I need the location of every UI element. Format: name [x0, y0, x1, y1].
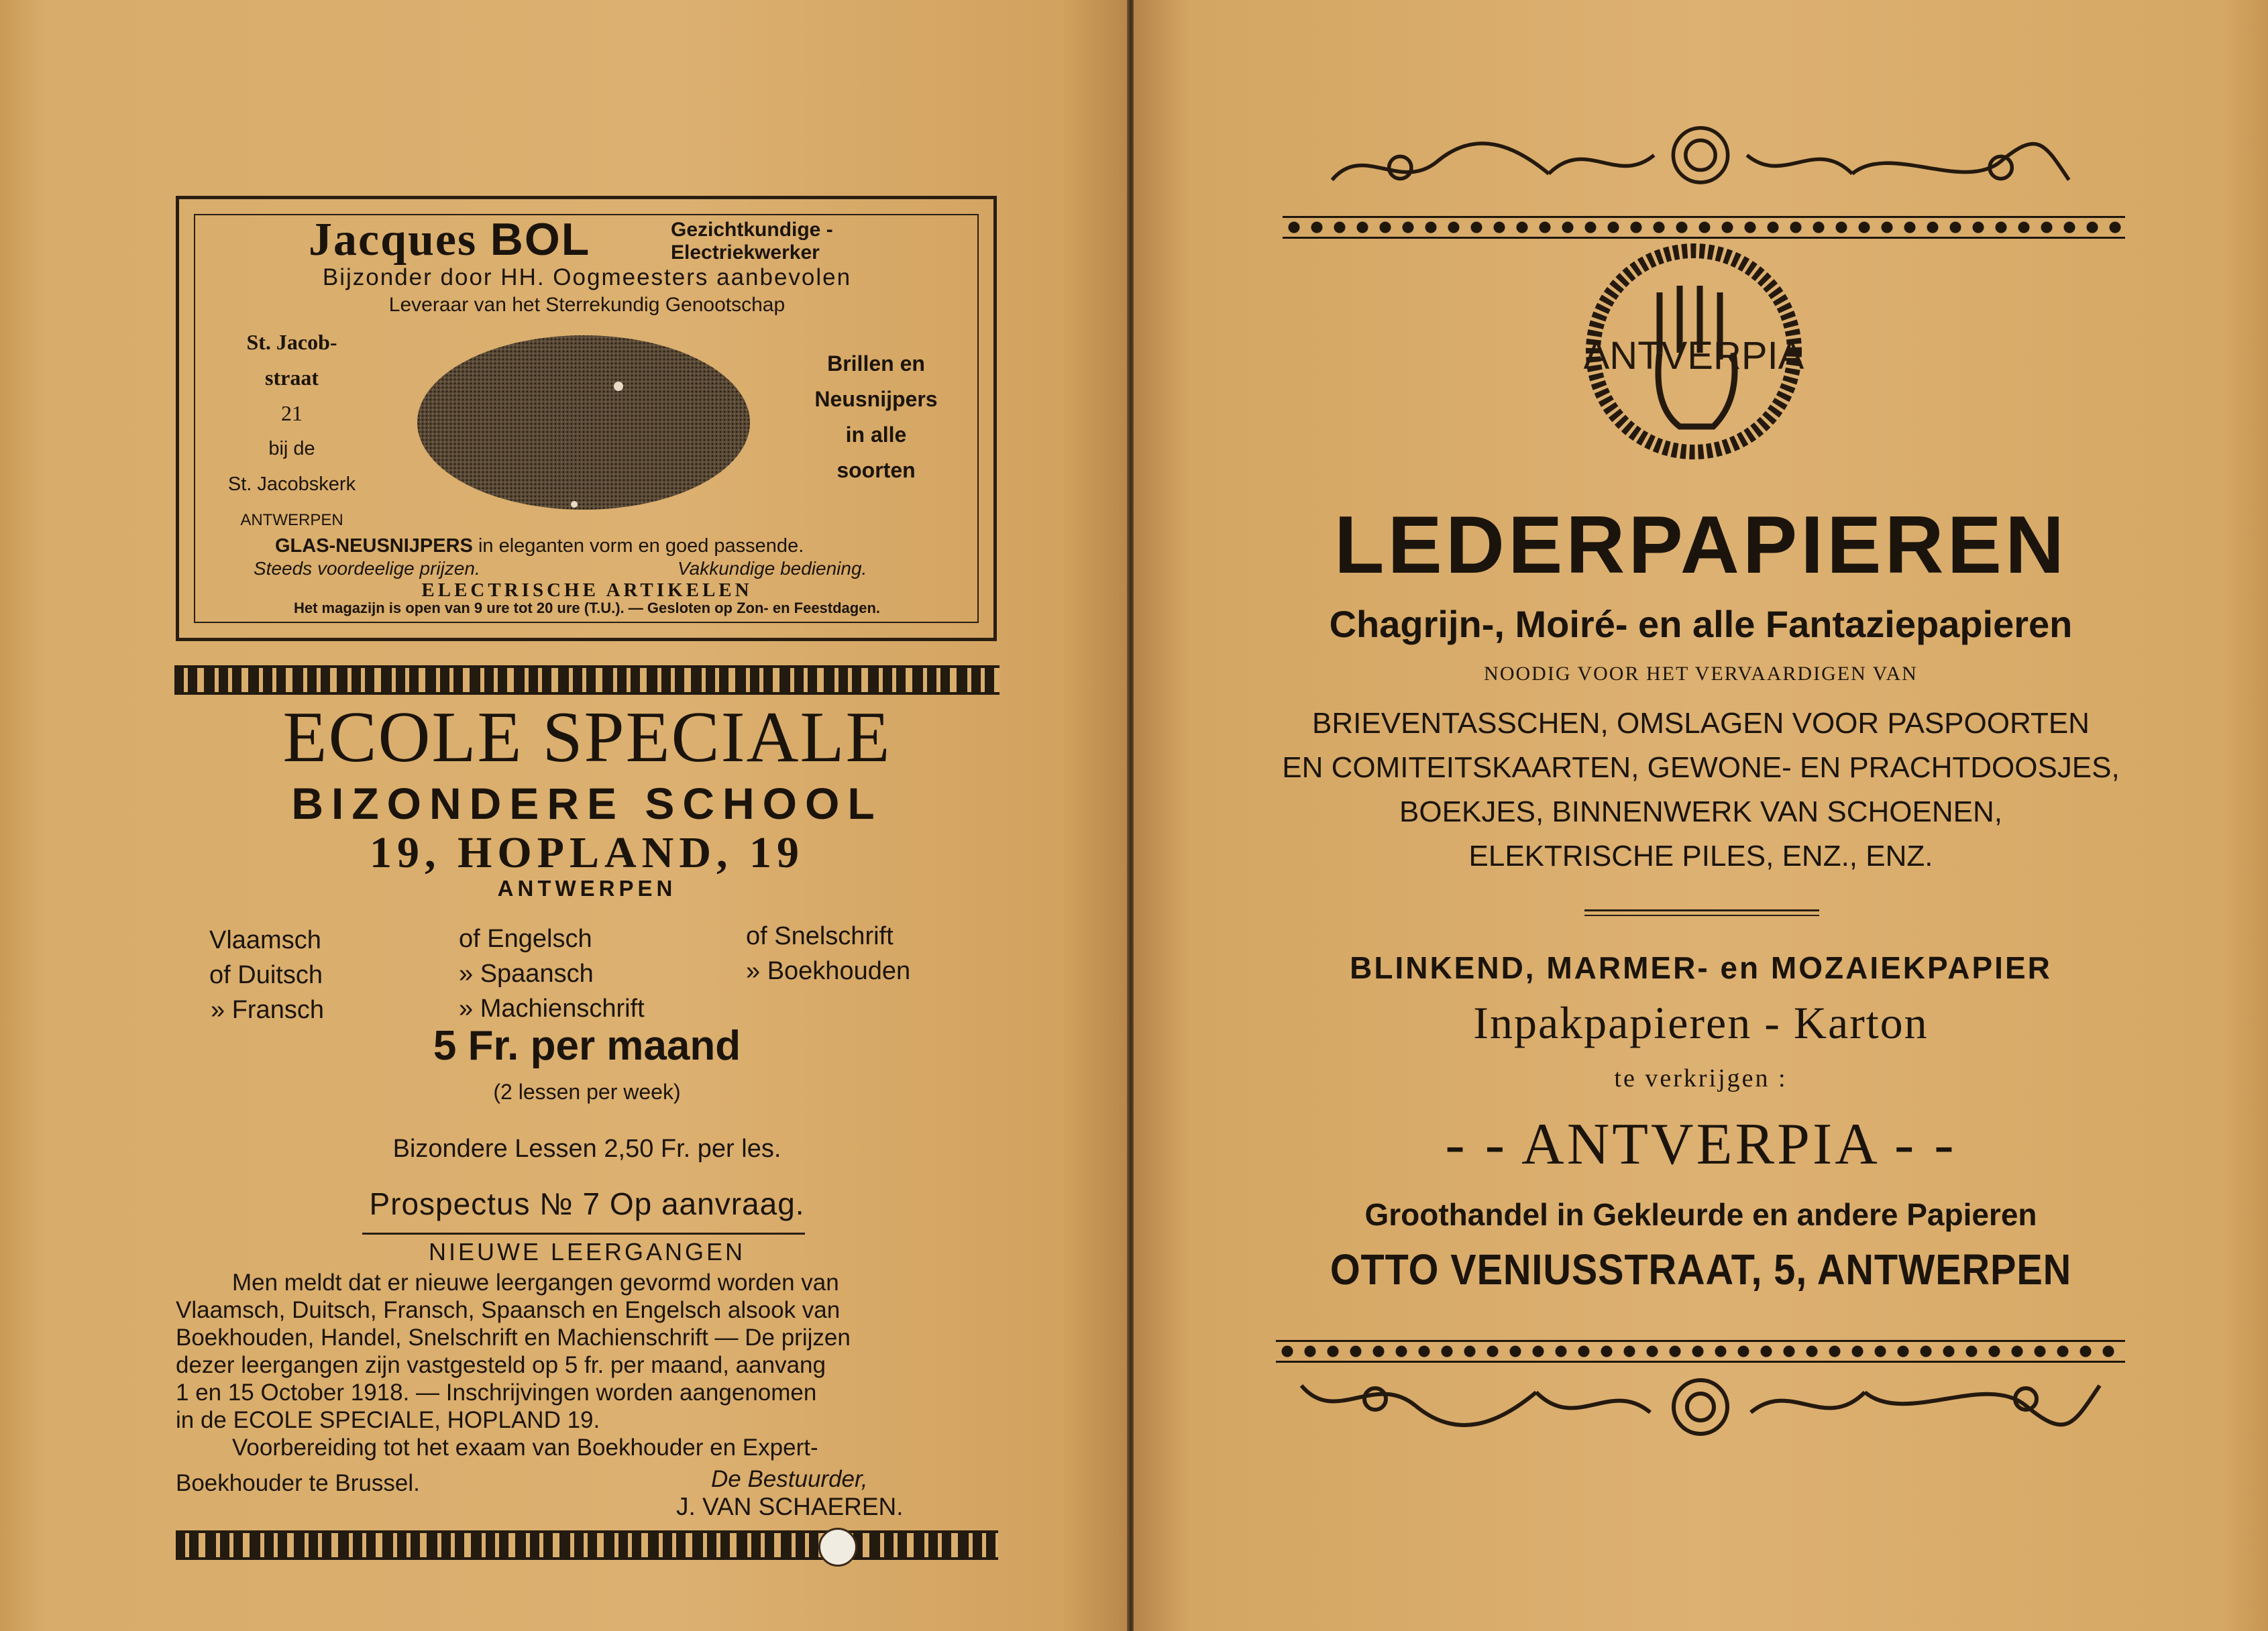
school-title: ECOLE SPECIALE: [282, 697, 892, 777]
logo-text: ANTVERPIA: [1583, 334, 1804, 378]
languages-col-3: [746, 919, 910, 989]
company-name: - - ANTVERPIA - -: [1445, 1112, 1957, 1177]
binding-hole: [818, 1528, 857, 1567]
packing-line: Inpakpapieren - Karton: [1473, 997, 1929, 1048]
school-subtitle: BIZONDERE SCHOOL: [291, 779, 883, 828]
ad-glas-bold: GLAS-NEUSNIJPERS: [275, 535, 473, 557]
ad-product-line: soorten: [836, 458, 916, 482]
ad-service: Vakkundige bediening.: [678, 558, 867, 579]
signature-name: J. VAN SCHAEREN.: [676, 1493, 904, 1520]
decorative-frieze: [174, 665, 1000, 695]
ad-product-line: in alle: [845, 423, 907, 447]
wholesale-line: Groothandel in Gekleurde en andere Papieren: [1364, 1197, 2037, 1232]
school-special-lessons: Bizondere Lessen 2,50 Fr. per les.: [392, 1135, 781, 1163]
school-price-note: (2 lessen per week): [493, 1080, 681, 1104]
languages-col-1: [209, 923, 324, 1027]
language-item: of Snelschrift: [746, 922, 894, 950]
ad-address-line: straat: [265, 365, 319, 390]
language-item: » Spaansch: [459, 960, 594, 988]
company-address: OTTO VENIUSSTRAAT, 5, ANTWERPEN: [1330, 1245, 2072, 1294]
use-line: EN COMITEITSKAARTEN, GEWONE- EN PRACHTDOOSJES,: [1282, 751, 2120, 784]
ad-address-line: bij de: [268, 438, 315, 459]
language-item: of Duitsch: [209, 961, 323, 989]
signature-role: De Bestuurder,: [711, 1466, 868, 1492]
language-item: » Machienschrift: [459, 995, 645, 1023]
language-item: of Engelsch: [459, 925, 592, 953]
ad-prices: Steeds voordeelige prijzen.: [254, 558, 480, 579]
use-line: BRIEVENTASSCHEN, OMSLAGEN VOOR PASPOORTEN: [1312, 707, 2090, 740]
divider-rule: [1584, 915, 1819, 916]
divider-rule: [362, 1233, 805, 1235]
ad-name-last: BOL: [490, 214, 591, 265]
ad-glas-rest: in eleganten vorm en goed passende.: [478, 535, 804, 557]
spectacles-illustration: [413, 330, 754, 515]
ad-trade-line1: Gezichtkundige -: [671, 219, 833, 241]
body-last-line: Boekhouder te Brussel.: [176, 1470, 420, 1496]
languages-col-2: [459, 921, 645, 1026]
body-line: in de ECOLE SPECIALE, HOPLAND 19.: [176, 1407, 600, 1433]
body-line: Men meldt dat er nieuwe leergangen gevormd worden van: [232, 1270, 839, 1296]
dotted-border: [1276, 1340, 2125, 1363]
ad-product-line: Neusnijpers: [814, 387, 938, 411]
main-title: LEDERPAPIEREN: [1334, 499, 2068, 590]
ad-product-line: Brillen en: [827, 351, 925, 376]
ad-trade: [671, 219, 833, 264]
bottom-scroll-ornament: [1295, 1365, 2106, 1446]
ad-trade-line2: Electriekwerker: [671, 241, 820, 264]
body-line: Vlaamsch, Duitsch, Fransch, Spaansch en Engelsch alsook van: [176, 1297, 841, 1323]
ad-address-line: ANTWERPEN: [240, 511, 343, 529]
ad-glas: [275, 535, 804, 557]
language-item: » Fransch: [211, 996, 324, 1024]
uses-list: [1134, 701, 2268, 879]
left-page: [0, 0, 1128, 1631]
decorative-frieze: [176, 1530, 998, 1560]
ad-supplier: Leveraar van het Sterrekundig Genootschap: [388, 294, 786, 316]
language-item: » Boekhouden: [746, 957, 911, 985]
ad-hours: Het magazijn is open van 9 ure tot 20 ure (T.U.). — Gesloten op Zon- en Feestdagen.: [293, 600, 881, 616]
school-city: ANTWERPEN: [497, 876, 677, 901]
body-line: dezer leergangen zijn vastgesteld op 5 fr. per maand, aanvang: [176, 1352, 826, 1378]
ad-name: [309, 213, 590, 267]
ad-address-line: St. Jacobskerk: [227, 473, 356, 495]
body-line: 1 en 15 October 1918. — Inschrijvingen worden aangenomen: [176, 1380, 817, 1406]
antverpia-logo: [1579, 232, 1808, 473]
needed-for: NOODIG VOOR HET VERVAARDIGEN VAN: [1484, 663, 1918, 685]
new-courses-heading: NIEUWE LEERGANGEN: [428, 1238, 746, 1266]
ad-address: [215, 325, 369, 538]
new-courses-text: [176, 1269, 1001, 1461]
top-scroll-ornament: [1295, 118, 2106, 199]
body-line: Boekhouden, Handel, Snelschrift en Machienschrift — De prijzen: [176, 1325, 851, 1351]
school-address: 19, HOPLAND, 19: [370, 828, 804, 877]
school-price: 5 Fr. per maand: [433, 1023, 741, 1069]
ad-address-line: 21: [281, 401, 303, 425]
body-line: Voorbereiding tot het exaam van Boekhouder en Expert-: [232, 1435, 818, 1461]
available-line: te verkrijgen :: [1614, 1064, 1788, 1092]
language-item: Vlaamsch: [209, 926, 321, 954]
use-line: BOEKJES, BINNENWERK VAN SCHOENEN,: [1399, 795, 2002, 828]
divider-rule: [1584, 909, 1819, 911]
ad-name-first: Jacques: [309, 214, 478, 266]
ad-articles: ELECTRISCHE ARTIKELEN: [421, 579, 753, 601]
ad-address-line: St. Jacob-: [246, 330, 337, 354]
ad-endorsement: Bijzonder door HH. Oogmeesters aanbevolen: [322, 264, 852, 290]
school-prospectus: Prospectus № 7 Op aanvraag.: [369, 1186, 805, 1221]
ad-products: [775, 346, 977, 488]
use-line: ELEKTRISCHE PILES, ENZ., ENZ.: [1468, 840, 1933, 873]
main-subtitle: Chagrijn-, Moiré- en alle Fantaziepapieren: [1329, 603, 2073, 645]
right-page: [1134, 0, 2268, 1631]
papers-line: BLINKEND, MARMER- en MOZAIEKPAPIER: [1350, 950, 2052, 985]
